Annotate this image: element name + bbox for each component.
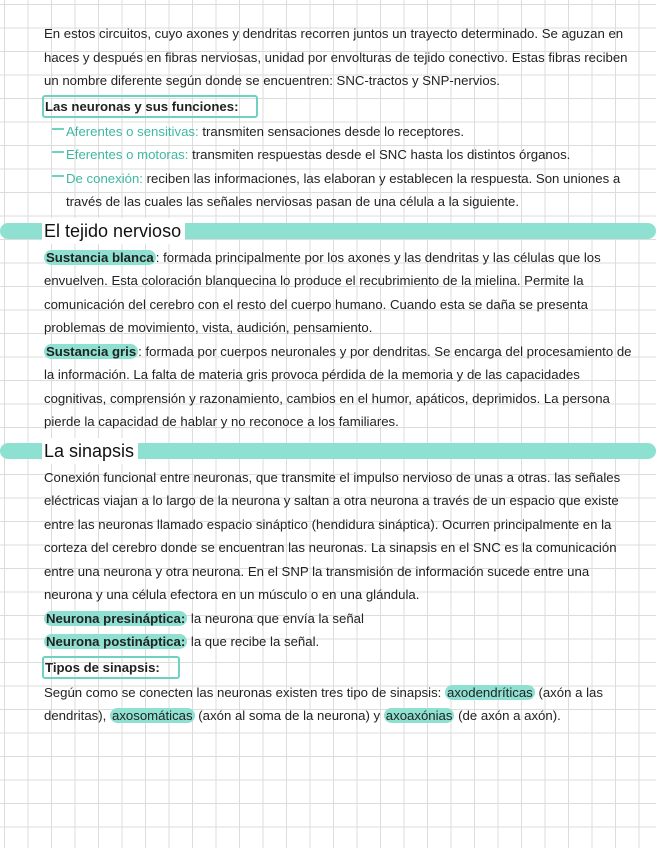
highlighted-term: axosomáticas [111,708,193,723]
dash-bullet-icon [52,175,64,189]
tipo-desc: (de axón a axón). [454,708,561,723]
neuron-type-text: reciben las informaciones, las elaboran y establecen la respuesta. Son uniones a través de las cuales las señales nerviosas pasan de una célula a la siguiente. [66,170,621,209]
section-tejido-title [44,218,636,244]
neuron-function-list [44,120,636,214]
highlighted-term: Sustancia blanca [46,249,154,265]
section-title-label: El tejido nervioso [42,218,185,244]
tipo-desc: (axón al soma de la neurona) y [194,708,384,723]
neuron-type-term: Eferentes o motoras: [66,147,189,162]
tipos-intro: Según como se conecten las neuronas existen tres tipo de sinapsis: [44,684,445,700]
tipos-paragraph [44,681,636,728]
sustancia-gris-paragraph [44,340,636,434]
highlighted-term: axoaxónias [385,708,453,723]
highlighted-term: Neurona postináptica: [46,634,186,649]
sustancia-blanca-paragraph [44,246,636,340]
paragraph-text: : formada principalmente por los axones y las dendritas y las células que los envuelven. Esta coloración blanquecina lo produce el recubrimiento de la mielina. Permite la comunicación del cerebro con el resto del cuerpo humano. Cuando esta se daña se presenta problemas de movimiento, vista, audición, pensamiento. [44,249,601,335]
paragraph-text: : formada por cuerpos neuronales y por dendritas. Se encarga del procesamiento de la información. La falta de materia gris provoca pérdida de la memoria y de las capacidades cognitivas, comprensión y razonamiento, cambios en el humor, apáticos, deprimidos. La persona pierde la capacidad de hablar y no reconoce a los familiares. [44,343,632,429]
section-title-label: La sinapsis [42,438,138,464]
list-item [66,167,636,214]
neuron-type-text: transmiten sensaciones desde lo receptores. [198,123,465,139]
postinaptica-line [44,630,636,654]
tipos-heading: Tipos de sinapsis: [42,656,180,679]
neuron-type-text: transmiten respuestas desde el SNC hasta los distintos órganos. [188,147,571,162]
tipo-desc: (axón a las dendritas), [44,684,603,723]
sinapsis-paragraph: Conexión funcional entre neuronas, que transmite el impulso nervioso de unas a otras. las señales eléctricas viajan a lo largo de la neurona y saltan a otra neurona a través de un espacio que existe entre las neuronas llamado espacio sináptico (hendidura sináptica). Ocurren principalmente en la corteza del cerebro donde se encuentran las neuronas. La sinapsis en el SNC es la comunicación entre una neurona y otra neurona. En el SNP la transmisión de información sucede entre una neurona y una célula efectora en un músculo o en una glándula. [44,469,621,602]
highlighted-term: Neurona presináptica: [46,610,186,626]
dash-bullet-icon [52,128,64,142]
list-item [66,120,636,144]
neuron-type-term: Aferentes o sensitivas: [66,123,199,139]
line-text: la que recibe la señal. [187,634,320,649]
neuron-type-term: De conexión: [66,170,143,186]
dash-bullet-icon [52,151,64,165]
section-sinapsis-title [44,438,636,464]
presinaptica-line [44,607,636,631]
intro-paragraph: En estos circuitos, cuyo axones y dendritas recorren juntos un trayecto determinado. Se aguzan en haces y después en fibras nerviosas, unidad por envolturas de tejido conectivo. Estas fibras reciben un nombre diferente según donde se encuentren: SNC-tractos y SNP-nervios. [44,26,628,88]
list-item [66,143,636,167]
highlighted-term: Sustancia gris [46,343,137,359]
notes-page [44,22,636,728]
highlighted-term: axodendríticas [447,684,533,700]
neurons-heading: Las neuronas y sus funciones: [42,95,258,118]
line-text: la neurona que envía la señal [187,610,364,626]
